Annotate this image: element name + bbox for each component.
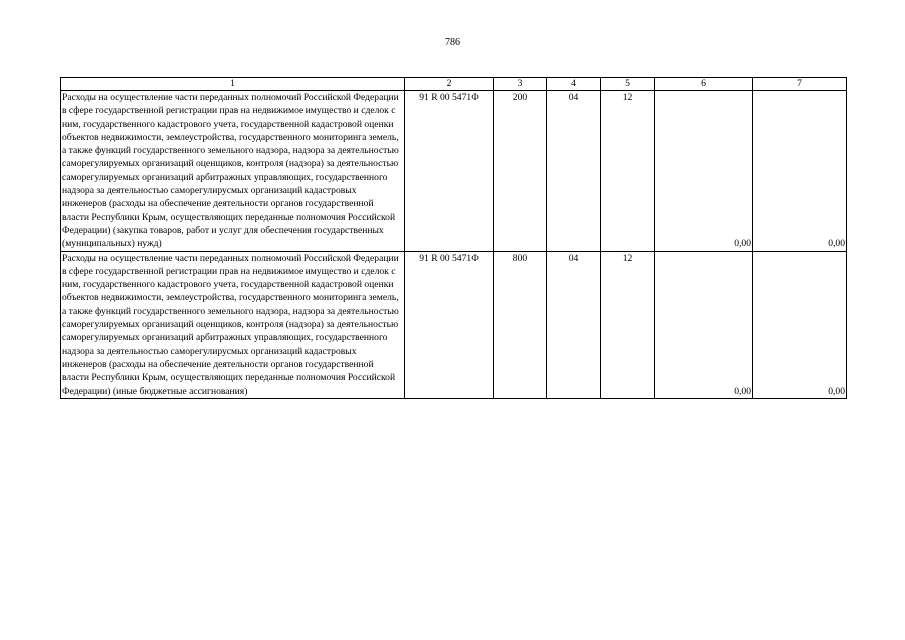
row-subsection: 12 — [601, 251, 655, 398]
header-cell-1: 1 — [61, 78, 405, 91]
header-cell-6: 6 — [655, 78, 753, 91]
row-section: 04 — [547, 91, 601, 252]
header-cell-5: 5 — [601, 78, 655, 91]
row-expense-type: 200 — [494, 91, 547, 252]
header-cell-3: 3 — [494, 78, 547, 91]
header-cell-4: 4 — [547, 78, 601, 91]
table-row — [61, 91, 847, 252]
header-cell-7: 7 — [753, 78, 847, 91]
row-section: 04 — [547, 251, 601, 398]
header-cell-2: 2 — [405, 78, 494, 91]
row-amount-col7: 0,00 — [753, 91, 847, 252]
page-number: 786 — [445, 37, 460, 48]
row-subsection: 12 — [601, 91, 655, 252]
budget-table — [60, 77, 847, 399]
table-header-row — [61, 78, 847, 91]
table-row — [61, 251, 847, 398]
row-amount-col7: 0,00 — [753, 251, 847, 398]
row-description: Расходы на осуществление части переданных полномочий Российской Федерации в сфере государственной регистрации прав на недвижимое имущество и сделок с ним, государственного кадастрового учета, государственной кадастровой оценки объектов недвижимости, землеустройства, государственного мониторинга земель, а также функций государственного земельного надзора, надзора за деятельностью саморегулируемых организаций оценщиков, контроля (надзора) за деятельностью саморегулируемых организаций арбитражных управляющих, государственного надзора за деятельностью саморегулирусмых организаций кадастровых инженеров (расходы на обеспечение деятельности органов государственной власти Республики Крым, осуществляющих переданные полномочия Российской Федерации) (закупка товаров, работ и услуг для обеспечения государственных (муниципальных) нужд) — [61, 91, 405, 252]
row-target-code: 91 R 00 5471Ф — [405, 91, 494, 252]
row-expense-type: 800 — [494, 251, 547, 398]
row-amount-col6: 0,00 — [655, 91, 753, 252]
row-target-code: 91 R 00 5471Ф — [405, 251, 494, 398]
row-amount-col6: 0,00 — [655, 251, 753, 398]
row-description: Расходы на осуществление части переданных полномочий Российской Федерации в сфере государственной регистрации прав на недвижимое имущество и сделок с ним, государственного кадастрового учета, государственной кадастровой оценки объектов недвижимости, землеустройства, государственного мониторинга земель, а также функций государственного земельного надзора, надзора за деятельностью саморегулируемых организаций оценщиков, контроля (надзора) за деятельностью саморегулируемых организаций арбитражных управляющих, государственного надзора за деятельностью саморегулирусмых организаций кадастровых инженеров (расходы на обеспечение деятельности органов государственной власти Республики Крым, осуществляющих переданные полномочия Российской Федерации) (иные бюджетные ассигнования) — [61, 251, 405, 398]
